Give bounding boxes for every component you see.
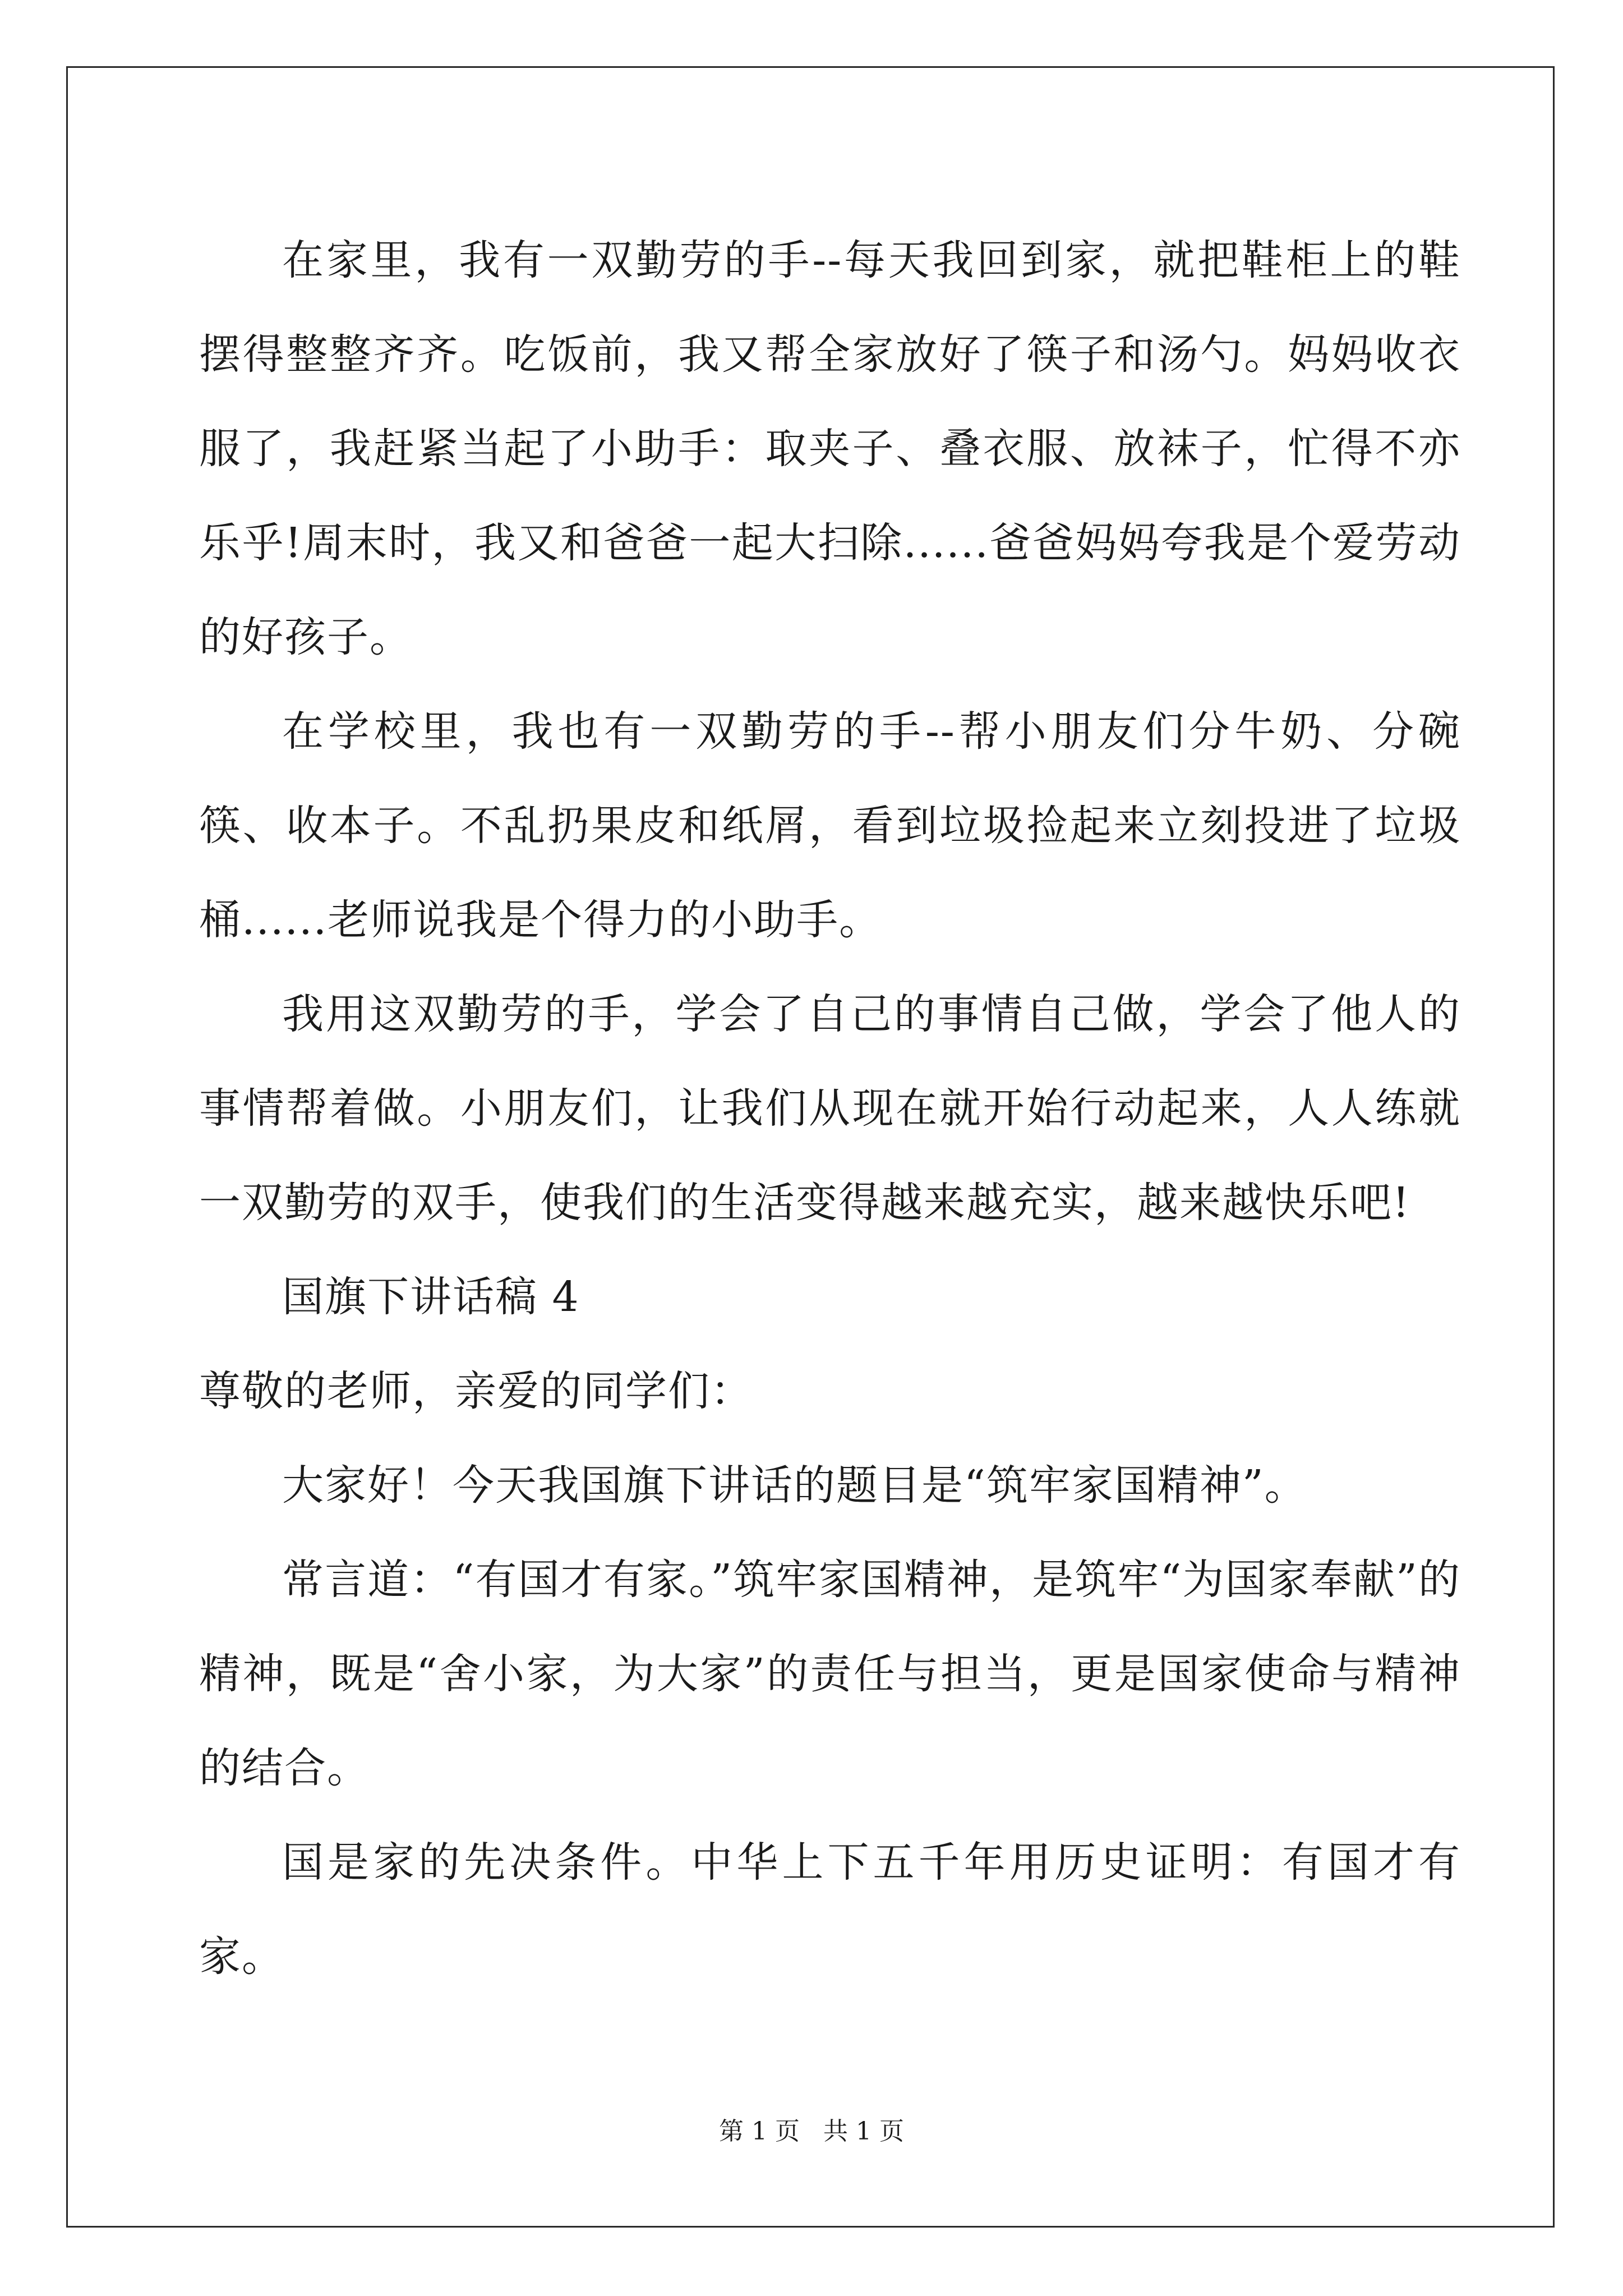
paragraph-proverb: 常言道：“有国才有家。”筑牢家国精神，是筑牢“为国家奉献”的精神，既是“舍小家，为大家”的责任与担当，更是国家使命与精神的结合。: [199, 1556, 1461, 1792]
paragraph-country-first: 国是家的先决条件。中华上下五千年用历史证明：有国才有家。: [199, 1838, 1461, 1981]
paragraph-greeting: 大家好！今天我国旗下讲话的题目是“筑牢家国精神”。: [282, 1461, 1307, 1510]
paragraph-conclusion: 我用这双勤劳的手，学会了自己的事情自己做，学会了他人的事情帮着做。小朋友们，让我们从现在就开始行动起来，人人练就一双勤劳的双手，使我们的生活变得越来越充实，越来越快乐吧!: [199, 990, 1461, 1227]
salutation: 尊敬的老师，亲爱的同学们：: [199, 1367, 753, 1415]
page-number: 第 1 页: [719, 2117, 800, 2146]
paragraph-home-helper: 在家里，我有一双勤劳的手--每天我回到家，就把鞋柜上的鞋摆得整整齐齐。吃饭前，我又帮全家放好了筷子和汤勺。妈妈收衣服了，我赶紧当起了小助手：取夹子、叠衣服、放袜子，忙得不亦乐乎!周末时，我又和爸爸一起大扫除......爸爸妈妈夸我是个爱劳动的好孩子。: [199, 236, 1461, 661]
document-body: [199, 213, 1461, 2004]
section-heading: 国旗下讲话稿 4: [282, 1273, 580, 1321]
paragraph-school-helper: 在学校里，我也有一双勤劳的手--帮小朋友们分牛奶、分碗筷、收本子。不乱扔果皮和纸屑，看到垃圾捡起来立刻投进了垃圾桶......老师说我是个得力的小助手。: [199, 707, 1461, 944]
page-total: 共 1 页: [823, 2117, 904, 2146]
page-footer: [0, 2115, 1623, 2148]
